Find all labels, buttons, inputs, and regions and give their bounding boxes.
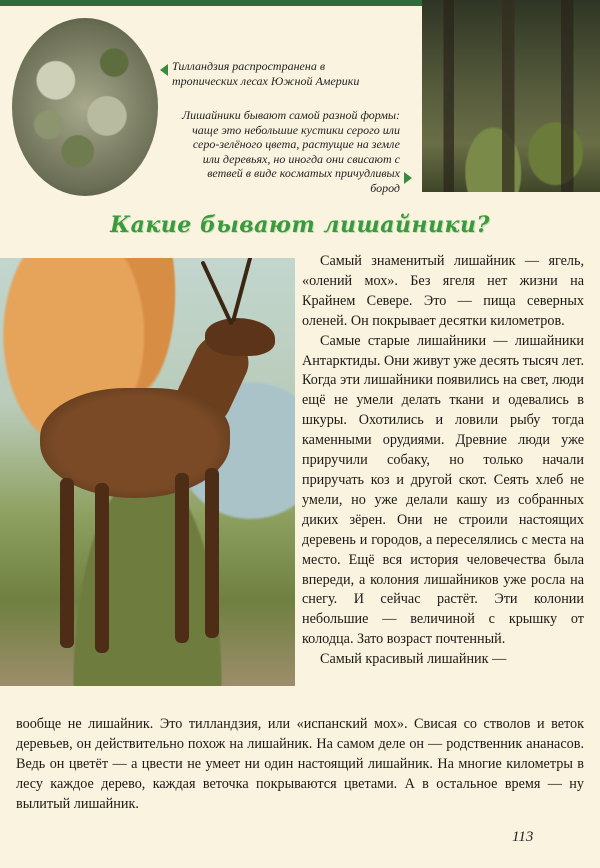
paragraph-antarctic-lichens: Самые старые лишайники — лишайники Антарктиды. Они живут уже десять тысяч лет. Когда эти лишайники появились на свет, люди ещё не умели делать ткани и одевались в шкуры. Охотились и ловили рыбу тогда каменными орудиями. Древние люди уже приручили собаку, но только начали приручать коз и другой скот. Сеять хлеб не умели, но уже делали кашу из собранных диких зёрен. Они не строили настоящих деревень и городов, а переселялись с места на место. Ещё вся история человечества была впереди, а колония лишайников уже росла на снегу. И сейчас растёт. Эти колонии небольшие — величиной с крышку от колодца. Зато возраст почтенный. <box>302 332 584 648</box>
paragraph-spanish-moss-start: Самый красивый лишайник — <box>320 651 507 668</box>
page-number: 113 <box>512 829 534 845</box>
lichen-forms-caption: Лишайники бывают самой разной формы: чаще это небольшие кустики серого или серо-зелёного цвета, растущие на земле или деревьях, но иногда они свисают с ветвей в виде косматых причудливых бород <box>181 108 400 195</box>
bottom-text <box>16 715 584 815</box>
paragraph-reindeer-moss: Самый знаменитый лишайник — ягель, «олений мох». Без ягеля нет жизни на Крайнем Севере. Это — пища северных оленей. Он покрывает десятки километров. <box>302 253 584 329</box>
main-text-column <box>302 252 584 670</box>
caption-pointer-left-icon <box>160 64 168 76</box>
forest-lichen-photo <box>422 0 600 192</box>
tillandsia-caption: Тилландзия распространена в тропических лесах Южной Америки <box>172 59 360 88</box>
red-deer-illustration <box>0 258 295 686</box>
paragraph-spanish-moss: вообще не лишайник. Это тилландзия, или «испанский мох». Свисая со стволов и веток деревьев, он действительно похож на лишайник. На самом деле он — родственник ананасов. Ведь он цветёт — а цвести не умеет ни один настоящий лишайник. На многие километры в лесу каждое дерево, каждая веточка покрываются цветами. А в остальное время — ну вылитый лишайник. <box>16 716 584 812</box>
tillandsia-photo <box>12 18 158 196</box>
caption-pointer-right-icon <box>404 172 412 184</box>
section-heading: Какие бывают лишайники? <box>110 212 490 238</box>
